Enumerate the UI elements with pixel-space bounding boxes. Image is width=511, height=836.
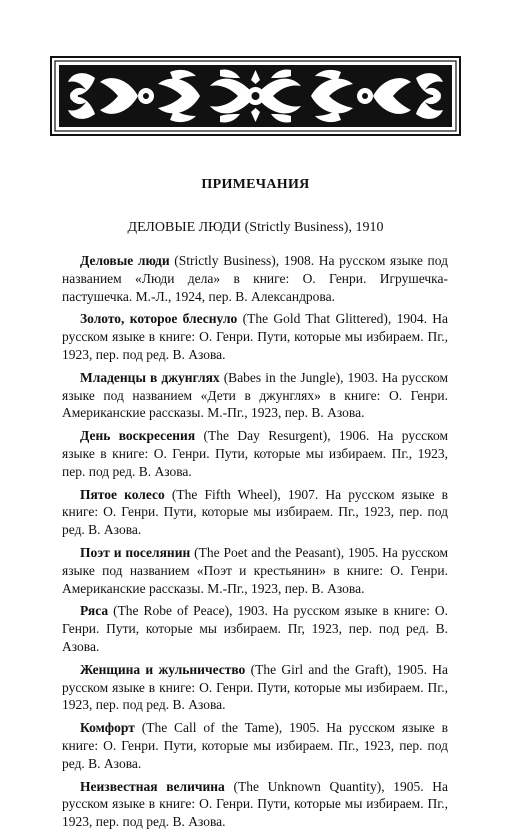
list-item — [62, 310, 448, 363]
list-item — [62, 719, 448, 772]
note-title: Неизвестная величина — [80, 778, 225, 794]
note-text: (The Robe of Peace), 1903. На русском языке в книге: О. Генри. Пути, которые мы избираем. Пг, 1923, пер. под ред. В. Азова. — [62, 603, 448, 654]
note-text: (The Fifth Wheel), 1907. На русском языке в книге: О. Генри. Пути, которые мы избираем. Пг., 1923, пер. под ред. В. Азова. — [62, 486, 448, 538]
list-item — [62, 369, 448, 422]
note-text: (The Call of the Tame), 1905. На русском языке в книге: О. Генри. Пути, которые мы избираем. Пг., 1923, пер. под ред. В. Азова. — [62, 720, 448, 771]
list-item — [62, 486, 448, 539]
note-title: Женщина и жульничество — [80, 661, 246, 677]
note-text: (The Unknown Quantity), 1905. На русском языке в книге: О. Генри. Пути, которые мы избираем. Пг., 1923, пер. под ред. В. Азова. — [62, 778, 449, 830]
list-item — [62, 602, 448, 655]
note-title: День воскресения — [80, 428, 196, 444]
list-item — [62, 252, 448, 305]
list-item — [62, 544, 448, 597]
note-text: (The Gold That Glittered), 1904. На русском языке в книге: О. Генри. Пути, которые мы избираем. Пг., 1923, пер. под ред. В. Азова. — [62, 311, 449, 362]
note-text: (Strictly Business), 1908. На русском языке под названием «Люди дела» в книге: О. Генри. Игрушечка-пастушечка. М.-Л., 1924, пер. В. Александрова. — [62, 253, 448, 304]
list-item — [62, 778, 448, 831]
collection-title: ДЕЛОВЫЕ ЛЮДИ (Strictly Business), 1910 — [127, 220, 384, 235]
note-text: (The Poet and the Peasant), 1905. На русском языке под названием «Поэт и крестьянин» в книге: О. Генри. Американские рассказы. М.-Пг., 1923, пер. В. Азова. — [62, 544, 448, 596]
note-text: (The Girl and the Graft), 1905. На русском языке в книге: О. Генри. Пути, которые мы избираем. Пг., 1923, пер. под ред. В. Азова. — [62, 661, 449, 713]
page-title: ПРИМЕЧАНИЯ — [201, 177, 310, 192]
note-title: Деловые люди — [80, 253, 170, 268]
note-text: (The Day Resurgent), 1906. На русском языке в книге: О. Генри. Пути, которые мы избираем. Пг., 1923, пер. под ред. В. Азова. — [62, 428, 448, 479]
note-title: Комфорт — [80, 720, 135, 736]
list-item — [62, 427, 448, 480]
notes-list — [62, 252, 448, 836]
note-title: Золото, которое блеснуло — [80, 311, 238, 327]
floral-frieze-ornament — [50, 56, 461, 136]
note-title: Поэт и поселянин — [80, 544, 191, 560]
note-title: Ряса — [80, 603, 109, 619]
note-text: (Babes in the Jungle), 1903. На русском языке под названием «Дети в джунглях» в книге: О. Генри. Американские рассказы. М.-Пг., 1923, пер. В. Азова. — [62, 369, 448, 421]
list-item — [62, 661, 448, 714]
note-title: Пятое колесо — [80, 486, 165, 502]
note-title: Младенцы в джунглях — [80, 369, 220, 385]
